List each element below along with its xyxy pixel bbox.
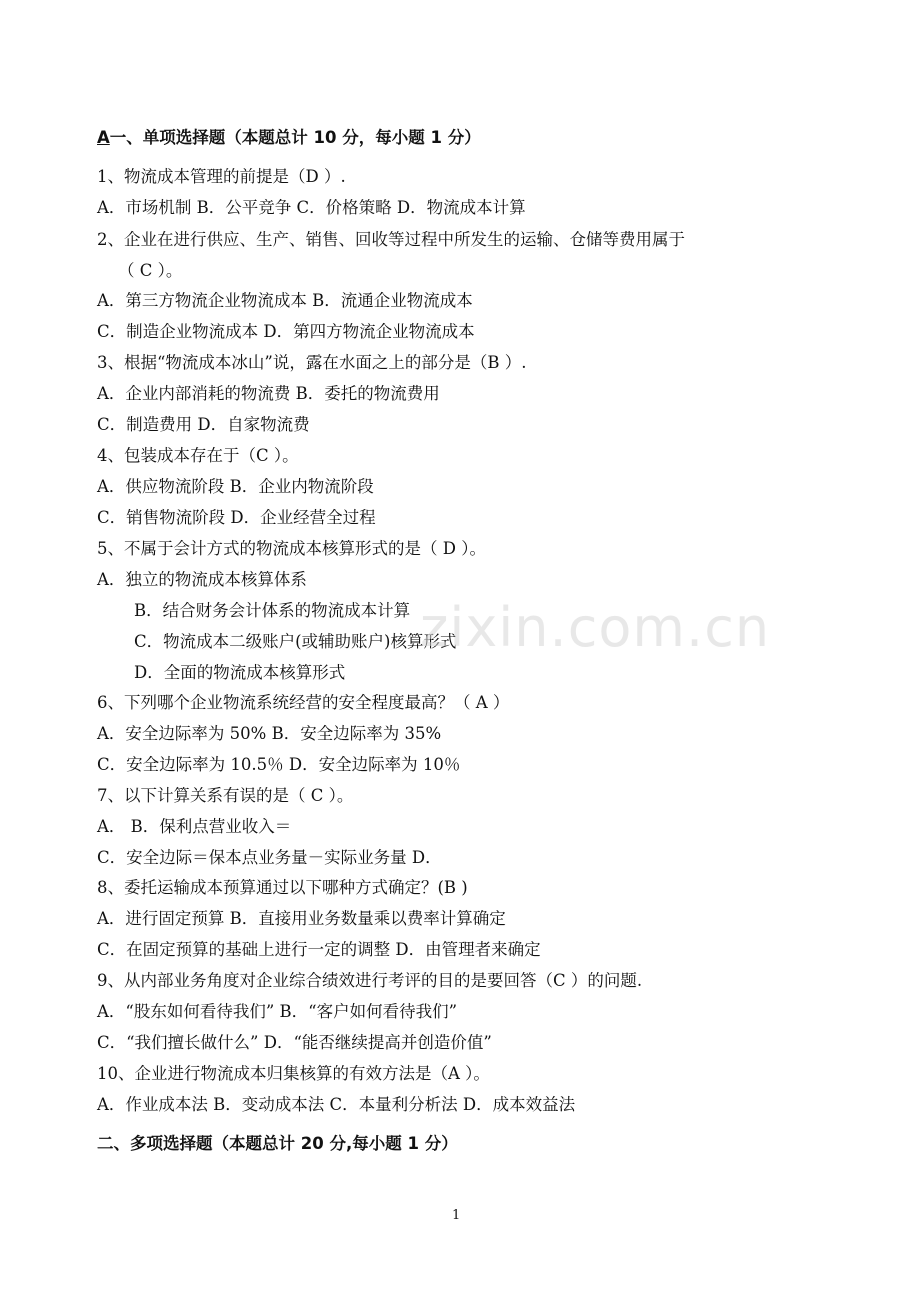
question-5: 5、不属于会计方式的物流成本核算形式的是（ D ）。 (97, 539, 486, 558)
question-2: 2、企业在进行供应、生产、销售、回收等过程中所发生的运输、仓储等费用属于 (97, 230, 685, 249)
question-4-options-ab: A．供应物流阶段 B．企业内物流阶段 (97, 477, 374, 496)
question-4-options-cd: C．销售物流阶段 D．企业经营全过程 (97, 508, 376, 527)
question-7: 7、以下计算关系有误的是（ C ）。 (97, 786, 354, 805)
question-3-options-ab: A．企业内部消耗的物流费 B．委托的物流费用 (97, 384, 440, 403)
question-6-options-cd: C．安全边际率为 10.5％ D．安全边际率为 10％ (97, 755, 461, 774)
question-10: 10、企业进行物流成本归集核算的有效方法是（A ）。 (97, 1064, 490, 1083)
question-3: 3、根据“物流成本冰山”说，露在水面之上的部分是（B ）. (97, 353, 527, 372)
question-10-options: A．作业成本法 B．变动成本法 C．本量利分析法 D．成本效益法 (97, 1095, 576, 1114)
question-2-options-ab: A．第三方物流企业物流成本 B．流通企业物流成本 (97, 291, 473, 310)
question-7-options-ab: A． B．保利点营业收入＝ (97, 817, 292, 836)
question-1: 1、物流成本管理的前提是（D ）. (97, 167, 346, 186)
section-heading-single-choice (97, 127, 481, 149)
question-6: 6、下列哪个企业物流系统经营的安全程度最高？（ A ） (97, 693, 510, 712)
question-9-options-ab: A．“股东如何看待我们” B．“客户如何看待我们” (97, 1002, 458, 1021)
question-3-options-cd: C．制造费用 D．自家物流费 (97, 415, 310, 434)
section-title: 一、单项选择题（本题总计 10 分，每小题 1 分） (109, 128, 481, 147)
question-9: 9、从内部业务角度对企业综合绩效进行考评的目的是要回答（C ）的问题. (97, 971, 643, 990)
question-5-option-b: B．结合财务会计体系的物流成本计算 (134, 601, 411, 620)
question-4: 4、包装成本存在于（C ）。 (97, 446, 299, 465)
question-1-options: A．市场机制 B．公平竞争 C．价格策略 D．物流成本计算 (97, 198, 526, 217)
question-2-options-cd: C．制造企业物流成本 D．第四方物流企业物流成本 (97, 322, 475, 341)
question-9-options-cd: C．“我们擅长做什么” D．“能否继续提高并创造价值” (97, 1033, 492, 1052)
watermark: zixin.com.cn (420, 596, 771, 659)
question-5-option-c: C．物流成本二级账户(或辅助账户)核算形式 (134, 632, 457, 651)
question-8-options-ab: A．进行固定预算 B．直接用业务数量乘以费率计算确定 (97, 909, 506, 928)
page-number: 1 (452, 1208, 461, 1223)
question-7-options-cd: C．安全边际＝保本点业务量－实际业务量 D． (97, 848, 442, 867)
question-8: 8、委托运输成本预算通过以下哪种方式确定？(B ) (97, 878, 468, 897)
question-2-answer: （ C ）。 (118, 261, 183, 280)
section-heading-multiple-choice: 二、多项选择题（本题总计 20 分,每小题 1 分） (97, 1134, 458, 1153)
section-prefix: A (97, 128, 110, 147)
question-6-options-ab: A．安全边际率为 50% B．安全边际率为 35% (97, 724, 442, 743)
question-5-option-d: D．全面的物流成本核算形式 (134, 663, 346, 682)
question-5-option-a: A．独立的物流成本核算体系 (97, 570, 307, 589)
question-8-options-cd: C．在固定预算的基础上进行一定的调整 D．由管理者来确定 (97, 940, 541, 959)
